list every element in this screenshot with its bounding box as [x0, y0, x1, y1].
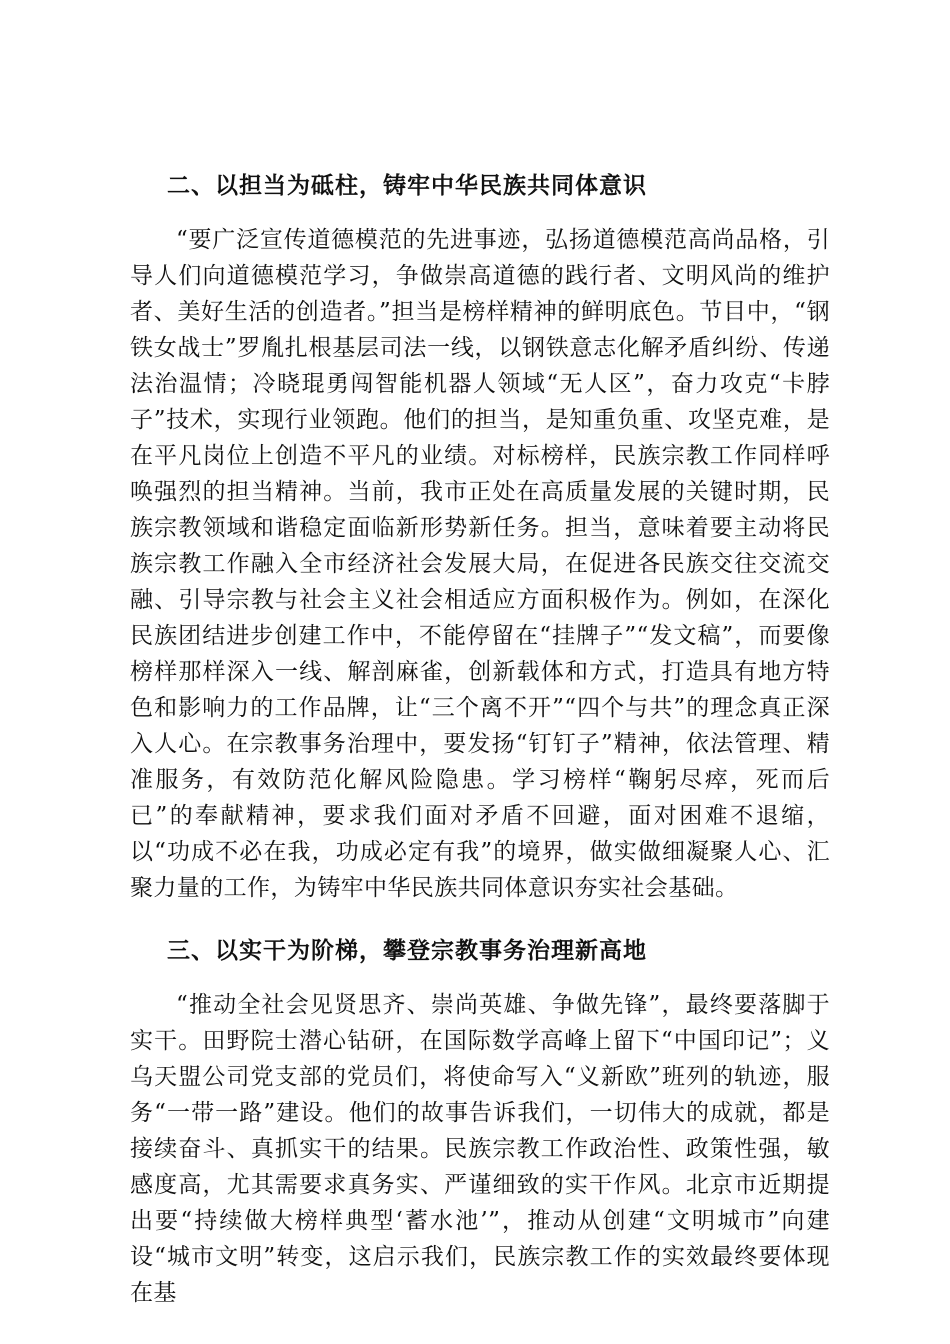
section-heading: 三、以实干为阶梯，攀登宗教事务治理新高地: [167, 938, 647, 964]
section-paragraph: “推动全社会见贤思齐、崇尚英雄、争做先锋”，最终要落脚于实干。田野院士潜心钻研，在国际数学高峰上留下“中国印记”；义乌天盟公司党支部的党员们，将使命写入“义新欧”班列的轨迹，服务“一带一路”建设。他们的故事告诉我们，一切伟大的成就，都是接续奋斗、真抓实干的结果。民族宗教工作政治性、政策性强，敏感度高，尤其需要求真务实、严谨细致的实干作风。北京市近期提出要“持续做大榜样典型‘蓄水池’”，推动从创建“文明城市”向建设“城市文明”转变，这启示我们，民族宗教工作的实效最终要体现在基: [130, 992, 830, 1306]
section-3: [130, 933, 830, 1311]
section-2: [130, 168, 830, 906]
section-heading: 二、以担当为砥柱，铸牢中华民族共同体意识: [167, 173, 647, 199]
section-paragraph: “要广泛宣传道德模范的先进事迹，弘扬道德模范高尚品格，引导人们向道德模范学习，争做崇高道德的践行者、文明风尚的维护者、美好生活的创造者。”担当是榜样精神的鲜明底色。节目中，“钢铁女战士”罗胤扎根基层司法一线，以钢铁意志化解矛盾纠纷、传递法治温情；冷晓琨勇闯智能机器人领域“无人区”，奋力攻克“卡脖子”技术，实现行业领跑。他们的担当，是知重负重、攻坚克难，是在平凡岗位上创造不平凡的业绩。对标榜样，民族宗教工作同样呼唤强烈的担当精神。当前，我市正处在高质量发展的关键时期，民族宗教领域和谐稳定面临新形势新任务。担当，意味着要主动将民族宗教工作融入全市经济社会发展大局，在促进各民族交往交流交融、引导宗教与社会主义社会相适应方面积极作为。例如，在深化民族团结进步创建工作中，不能停留在“挂牌子”“发文稿”，而要像榜样那样深入一线、解剖麻雀，创新载体和方式，打造具有地方特色和影响力的工作品牌，让“三个离不开”“四个与共”的理念真正深入人心。在宗教事务治理中，要发扬“钉钉子”精神，依法管理、精准服务，有效防范化解风险隐患。学习榜样“鞠躬尽瘁，死而后已”的奉献精神，要求我们面对矛盾不回避，面对困难不退缩，以“功成不必在我，功成必定有我”的境界，做实做细凝聚人心、汇聚力量的工作，为铸牢中华民族共同体意识夯实社会基础。: [130, 227, 830, 901]
document-page: [130, 168, 830, 1338]
